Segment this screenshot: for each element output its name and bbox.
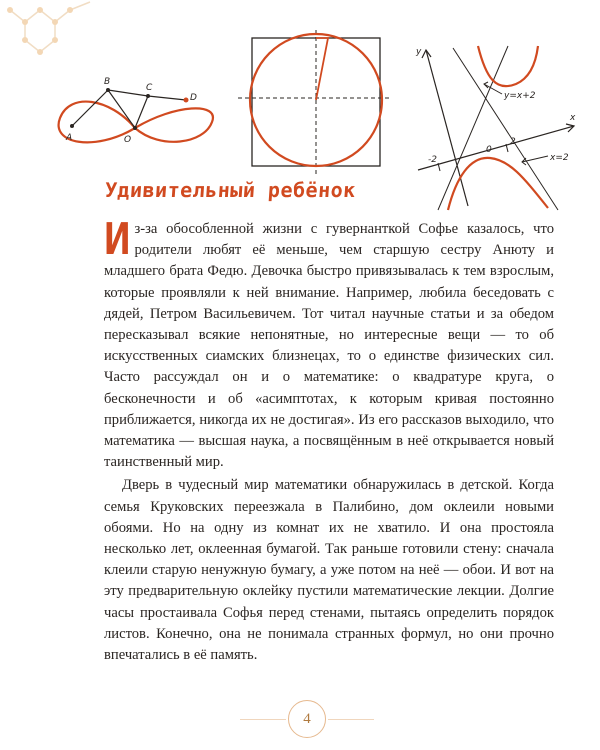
lemniscate-curve bbox=[59, 102, 213, 143]
label-asymptote-1: y=x+2 bbox=[504, 91, 536, 101]
label-b: B bbox=[104, 77, 111, 87]
label-origin: 0 bbox=[486, 145, 492, 155]
label-x-axis: x bbox=[570, 113, 576, 123]
molecule-decoration bbox=[0, 0, 130, 60]
quadrature-figure bbox=[232, 28, 392, 178]
section-heading: Удивительный ребёнок bbox=[104, 178, 357, 202]
label-o: O bbox=[124, 135, 132, 145]
lemniscate-figure bbox=[40, 60, 230, 180]
page-number-rule-left bbox=[240, 719, 286, 720]
label-asymptote-2: x=2 bbox=[550, 153, 569, 163]
page-number-rule-right bbox=[328, 719, 374, 720]
page-number: 4 bbox=[288, 700, 326, 738]
label-y-axis: y bbox=[416, 47, 422, 57]
label-tick-neg2: -2 bbox=[428, 155, 437, 165]
label-d: D bbox=[190, 93, 197, 103]
label-tick-2: 2 bbox=[510, 137, 516, 147]
label-c: C bbox=[146, 83, 153, 93]
body-text bbox=[104, 214, 554, 666]
paragraph-1-text: з-за обособленной жизни с гувернанткой Софье казалось, что родители любят её меньше, чем старшую сестру Анюту и младшего брата Федю. Девочка быстро привязывалась к тем взрослым, которые проявляли к ней внимание. Например, любила беседовать с дядей, Петром Васильевичем. Тот читал научные статьи и за обедом пересказывал всякие непонятные, но интересные вещи — то об искусственных сиамских близнецах, то о единстве физических сил. Часто рассуждал он и о математике: о квадратуре круга, о бесконечности и об «асимптотах, к которым кривая постоянно приближается, никогда их не достигая». Из его рассказов выходило, что математика — высшая наука, а посвящённым в неё открывается новый таинственный мир. bbox=[104, 221, 554, 471]
hyperbola-figure bbox=[398, 38, 588, 213]
drop-cap: И bbox=[104, 214, 131, 265]
paragraph-2: Дверь в чудесный мир математики обнаружилась в детской. Когда семья Круковских переезжала в Палибино, дом оклеили новыми обоями. Но на одну из комнат их не хватило. И она простояла несколько лет, оклеенная бумагой. Так раньше готовили стену: сначала клеили старую ненужную бумагу, а уже потом на неё — обои. И вот на эту предварительную оклейку пустили математические лекции. Долгие часы простаивала Софья перед стенами, пытаясь определить порядок листов. Конечно, она не понимала странных формул, но они прочно впечатались в её память. bbox=[104, 477, 554, 664]
paragraph-1 bbox=[104, 214, 554, 473]
label-a: A bbox=[66, 133, 73, 143]
